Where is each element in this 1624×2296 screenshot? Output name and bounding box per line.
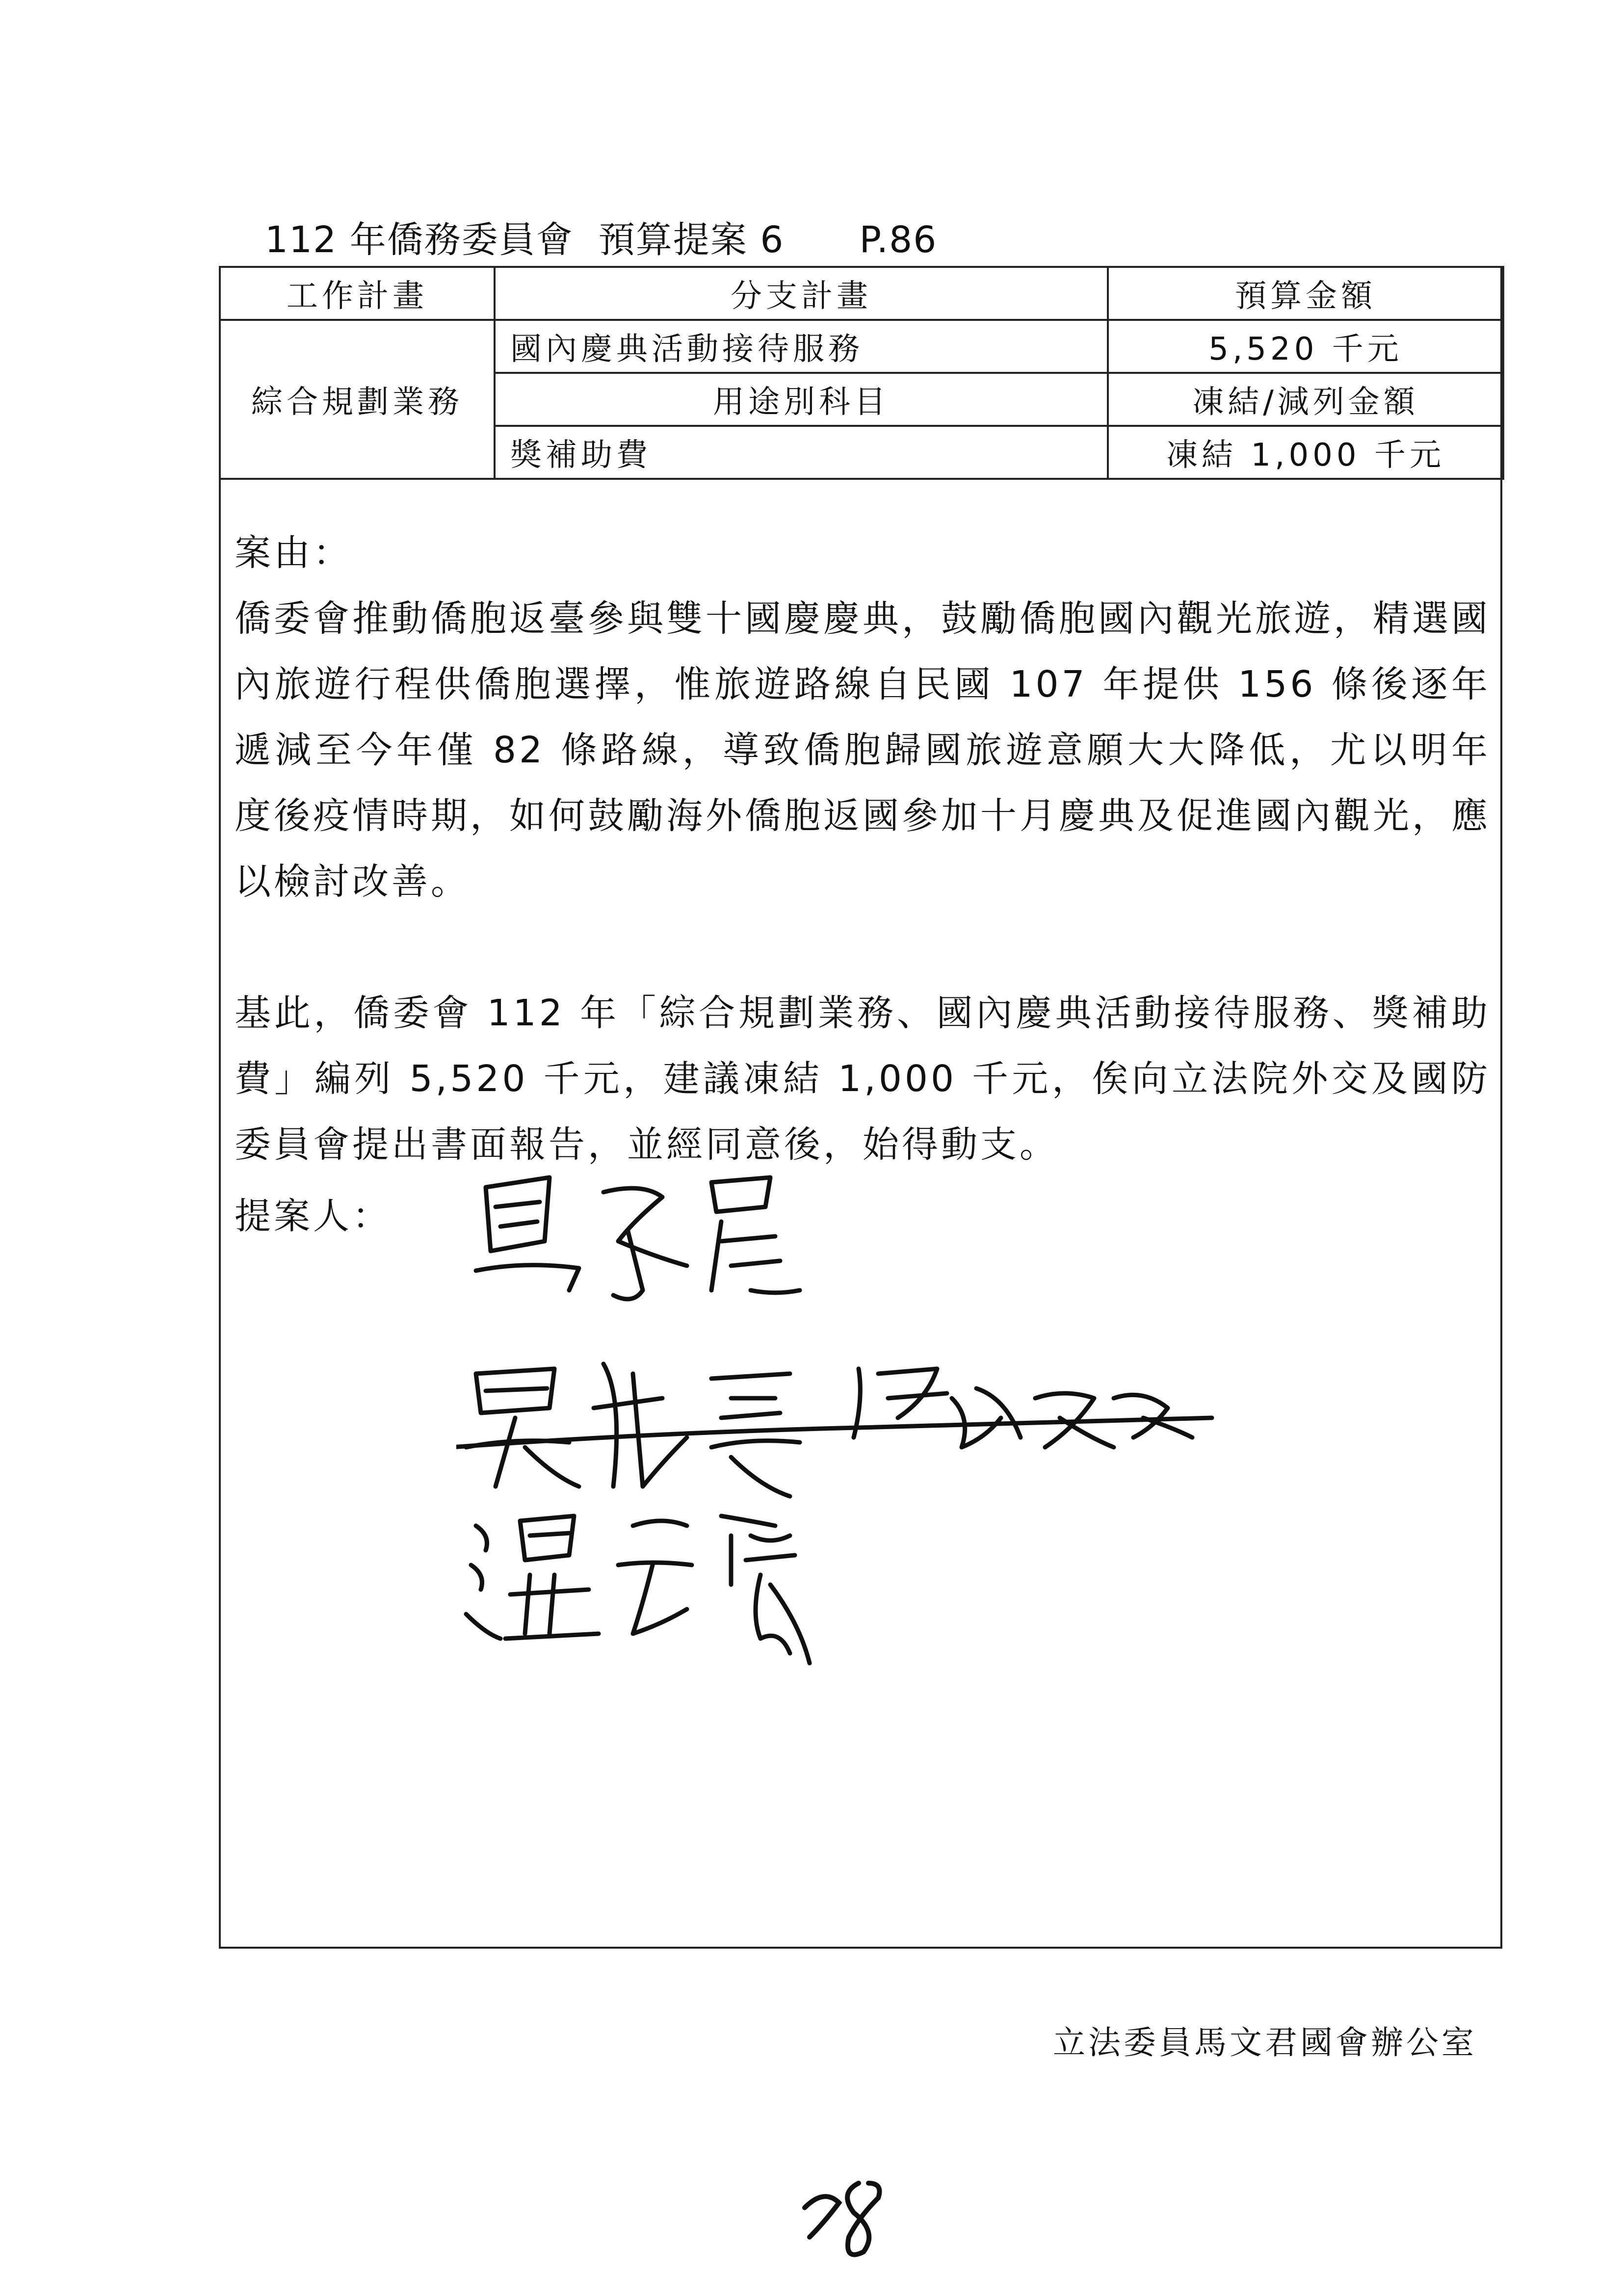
expense-item-cell: 獎補助費 (495, 426, 1108, 479)
document-title: 112 年僑務委員會 預算提案 6 P.86 (265, 219, 938, 261)
signature-4 (466, 1516, 810, 1663)
sub-plan-cell: 國內慶典活動接待服務 (495, 320, 1108, 373)
header-amount: 預算金額 (1108, 267, 1503, 320)
handwritten-signatures (456, 1143, 1241, 1683)
budget-table (219, 266, 1504, 480)
office-name: 立法委員馬文君國會辦公室 (1053, 2024, 1477, 2061)
reason-label: 案由： (235, 532, 352, 574)
freeze-amount-cell: 凍結 1,000 千元 (1108, 426, 1503, 479)
reason-paragraph: 僑委會推動僑胞返臺參與雙十國慶慶典，鼓勵僑胞國內觀光旅遊，精選國內旅遊行程供僑胞選擇，惟旅遊路線自民國 107 年提供 156 條後逐年遞減至今年僅 82 條路線，導致僑胞歸國旅遊意願大大降低，尤以明年度後疫情時期，如何鼓勵海外僑胞返國參加十月慶典及促進國內觀光，應以檢討改善。 (235, 598, 1491, 903)
table-row (220, 320, 1503, 373)
header-freeze-amount: 凍結/減列金額 (1108, 373, 1503, 426)
header-sub-plan: 分支計畫 (495, 267, 1108, 320)
proposer-label: 提案人： (235, 1195, 392, 1237)
header-work-plan: 工作計畫 (220, 267, 495, 320)
signature-2 (456, 1364, 1212, 1496)
amount-cell: 5,520 千元 (1108, 320, 1503, 373)
table-header-row (220, 267, 1503, 320)
work-plan-cell: 綜合規劃業務 (220, 320, 495, 479)
proposal-body (235, 520, 1491, 1177)
handwritten-page-mark (795, 2168, 903, 2267)
header-expense-item: 用途別科目 (495, 373, 1108, 426)
signature-1 (476, 1177, 800, 1299)
resolution-paragraph: 基此，僑委會 112 年「綜合規劃業務、國內慶典活動接待服務、獎補助費」編列 5,520 千元，建議凍結 1,000 千元，俟向立法院外交及國防委員會提出書面報告，並經同意後，始得動支。 (235, 992, 1491, 1166)
signature-3 (854, 1369, 1192, 1447)
